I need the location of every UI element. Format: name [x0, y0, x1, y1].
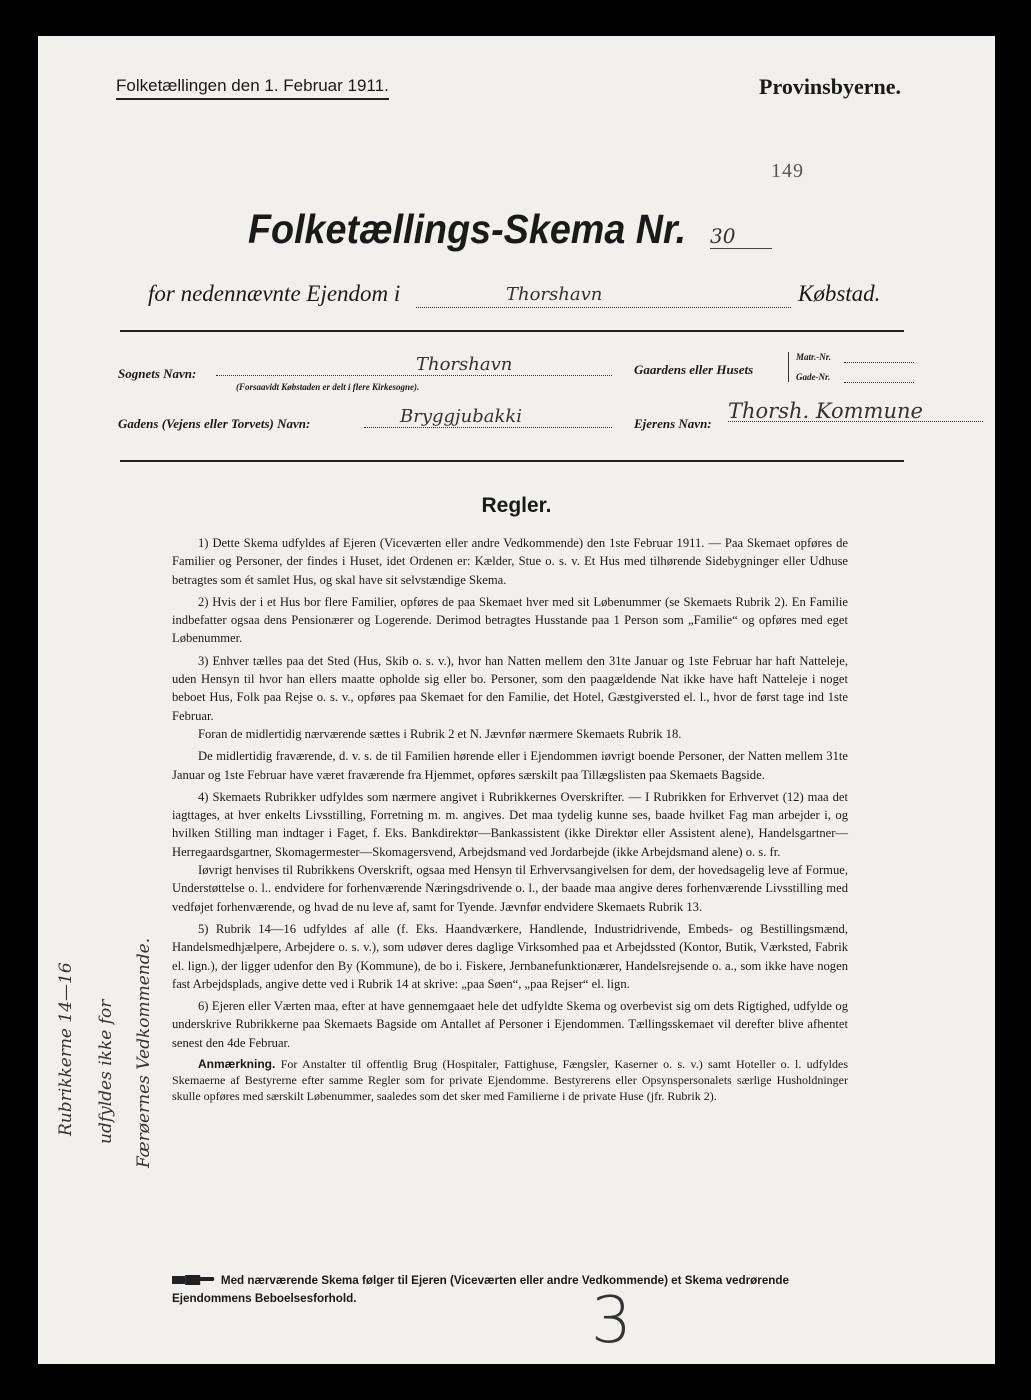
- gade-nr-label: Gade-Nr.: [796, 372, 831, 382]
- rule-3-fravaerende: De midlertidig fraværende, d. v. s. de til Familien hørende eller i Ejendommen iøvrigt boende Personer, der Natten mellem 31te Januar og 1ste Februar have været fraværende fra Hjemmet, opføres særskilt paa Tillægslisten paa Skemaets Bagside.: [172, 749, 848, 782]
- margin-note-line-3: Færøernes Vedkommende.: [134, 937, 154, 1168]
- pointing-hand-icon: [172, 1273, 215, 1286]
- subtitle-right: Købstad.: [798, 281, 881, 306]
- gaard-label: Gaardens eller Husets: [634, 362, 754, 377]
- brace: [788, 352, 790, 382]
- sogn-value-handwritten: Thorshavn: [216, 354, 612, 376]
- rules-body: [172, 534, 848, 1109]
- header-provinces: Provinsbyerne.: [759, 74, 901, 99]
- annotation-text: For Anstalter til offentlig Brug (Hospitaler, Fattighuse, Fængsler, Kaserner o. s. v.) samt Hoteller o. l. udfyldes Skemaerne af Bestyrerne efter samme Regler som for private Ejendomme. Bestyrerens eller Opsynspersonalets særlige Husholdninger skulle opføres med særskilt Løbenummer, saaledes som det sker med Familierne i de private Huse (jfr. Rubrik 2).: [172, 1057, 848, 1104]
- rule-5: 5) Rubrik 14—16 udfyldes af alle (f. Eks. Haandværkere, Handlende, Industridrivende, Embeds- og Bestillingsmænd, Handelsmedhjælpere, Arbejdere o. s. v.), som udøver deres daglige Virksomhed paa et Arbejdssted (Kontor, Butik, Værksted, Fabrik el. lign.), der ligger udenfor den By (Kommune), de bo i. Fiskere, Jernbanefunktionærer, Handelsrejsende o. a., som ikke have nogen fast Arbejdsplads, angive dette ved i Rubrik 14 at skrive: „paa Søen“, „paa Rejser“ el. lign.: [172, 921, 848, 991]
- divider-top: [120, 330, 904, 332]
- page-number: 149: [771, 160, 804, 182]
- gade-value-handwritten: Bryggjubakki: [364, 406, 612, 428]
- rule-4-continued: Iøvrigt henvises til Rubrikkens Overskrift, ogsaa med Hensyn til Erhvervsangivelsen for dem, der hovedsagelig leve af Formue, Understøttelse o. l.. endvidere for forhenværende Næringsdrivende o. l., der baade maa angive deres forhenværende Livsstilling med vedføjet forhenværende, og hvad de nu leve af, samt for Tyende. Jævnfør endvidere Skemaets Rubrik 13.: [172, 863, 848, 914]
- town-handwritten: Thorshavn: [416, 284, 791, 308]
- matr-line: [844, 362, 914, 363]
- rules-title: Regler.: [481, 494, 552, 517]
- handwritten-number: 3: [591, 1284, 632, 1358]
- gade-label: Gadens (Vejens eller Torvets) Navn:: [118, 416, 311, 431]
- rule-2: 2) Hvis der i et Hus bor flere Familier, opføres de paa Skemaet hver med sit Løbenummer (se Skemaets Rubrik 2). En Familie indbefatter ogsaa dens Pensionærer og Logerende. Derimod betragtes Husstande paa 1 Person som „Familie“ og opføres med eget Løbenummer.: [172, 594, 848, 646]
- rule-1: 1) Dette Skema udfyldes af Ejeren (Viceværten eller andre Vedkommende) den 1ste Februar 1911. — Paa Skemaet opføres de Familier og Personer, der findes i Huset, idet Ordenen er: Kælder, Stue o. s. v. Et Hus med tilhørende Sidebygninger eller Udhuse betragtes som ét samlet Hus, og skal have sit selvstændige Skema.: [172, 536, 848, 587]
- form-title: Folketællings-Skema Nr.: [248, 206, 687, 252]
- subtitle-left: for nedennævnte Ejendom i: [148, 281, 401, 306]
- census-form-page: [38, 36, 995, 1364]
- rule-4: 4) Skemaets Rubrikker udfyldes som nærmere angivet i Rubrikkernes Overskrifter. — I Rubrikken for Erhvervet (12) maa det iagttages, at hver enkelts Livsstilling, Forretning m. m. angives. Det maa tydelig kunne ses, baade hvilket Fag man arbejder i, og hvilken Stilling man indtager i Faget, f. Eks. Bankdirektør—Bankassistent (ikke Direktør eller Assistent alene), Handelsgartner—Herregaardsgartner, Skomagermester—Skomagersvend, Arbejdsmand ved Jordarbejde (ikke Arbejdsmand alene) o. s. fr.: [172, 789, 848, 859]
- matr-label: Matr.-Nr.: [796, 352, 832, 362]
- margin-note-line-1: Rubrikkerne 14—16: [56, 962, 76, 1136]
- footer-text: Med nærværende Skema følger til Ejeren (Viceværten eller andre Vedkommende) et Skema vedrørende Ejendommens Beboelsesforhold.: [172, 1273, 790, 1305]
- gade-nr-line: [844, 382, 914, 383]
- rule-3: 3) Enhver tælles paa det Sted (Hus, Skib o. s. v.), hvor han Natten mellem den 31te Januar og 1ste Februar har haft Natteleje, uden Hensyn til hvor han ellers maatte opholde sig eller bo. Personer, som den paagældende Nat ikke have haft Natteleje i noget beboet Hus, Folk paa Rejse o. s. v., opføres paa Skemaet for den Familie, det Hotel, Gæstgiversted el. l., hvor de først tage ind 1ste Februar.: [172, 653, 848, 723]
- margin-note-line-2: udfyldes ikke for: [96, 999, 116, 1144]
- annotation-paragraph: [172, 1056, 848, 1105]
- rule-6: 6) Ejeren eller Værten maa, efter at have gennemgaaet hele det udfyldte Skema og overbevist sig om dets Rigtighed, udfylde og underskrive Rubrikkerne paa Skemaets Bagside om Antallet af Personer i Ejendommen. Tællingsskemaet vil derefter blive afhentet senest den 4de Februar.: [172, 999, 848, 1050]
- form-number-handwritten: 30: [710, 224, 772, 249]
- header-census-date: Folketællingen den 1. Februar 1911.: [116, 76, 389, 100]
- rule-3-midlertidig: Foran de midlertidig nærværende sættes i Rubrik 2 et N. Jævnfør nærmere Skemaets Rubrik 18.: [198, 726, 682, 741]
- ejer-label: Ejerens Navn:: [634, 416, 712, 431]
- sogn-label: Sognets Navn:: [118, 366, 197, 381]
- ejer-value-handwritten: Thorsh. Kommune: [728, 399, 983, 422]
- sogn-note: (Forsaavidt Købstaden er delt i flere Kirkesogne).: [236, 382, 420, 392]
- annotation-label: Anmærkning.: [198, 1057, 276, 1072]
- divider-bottom: [120, 460, 904, 462]
- footer-note: [172, 1271, 817, 1307]
